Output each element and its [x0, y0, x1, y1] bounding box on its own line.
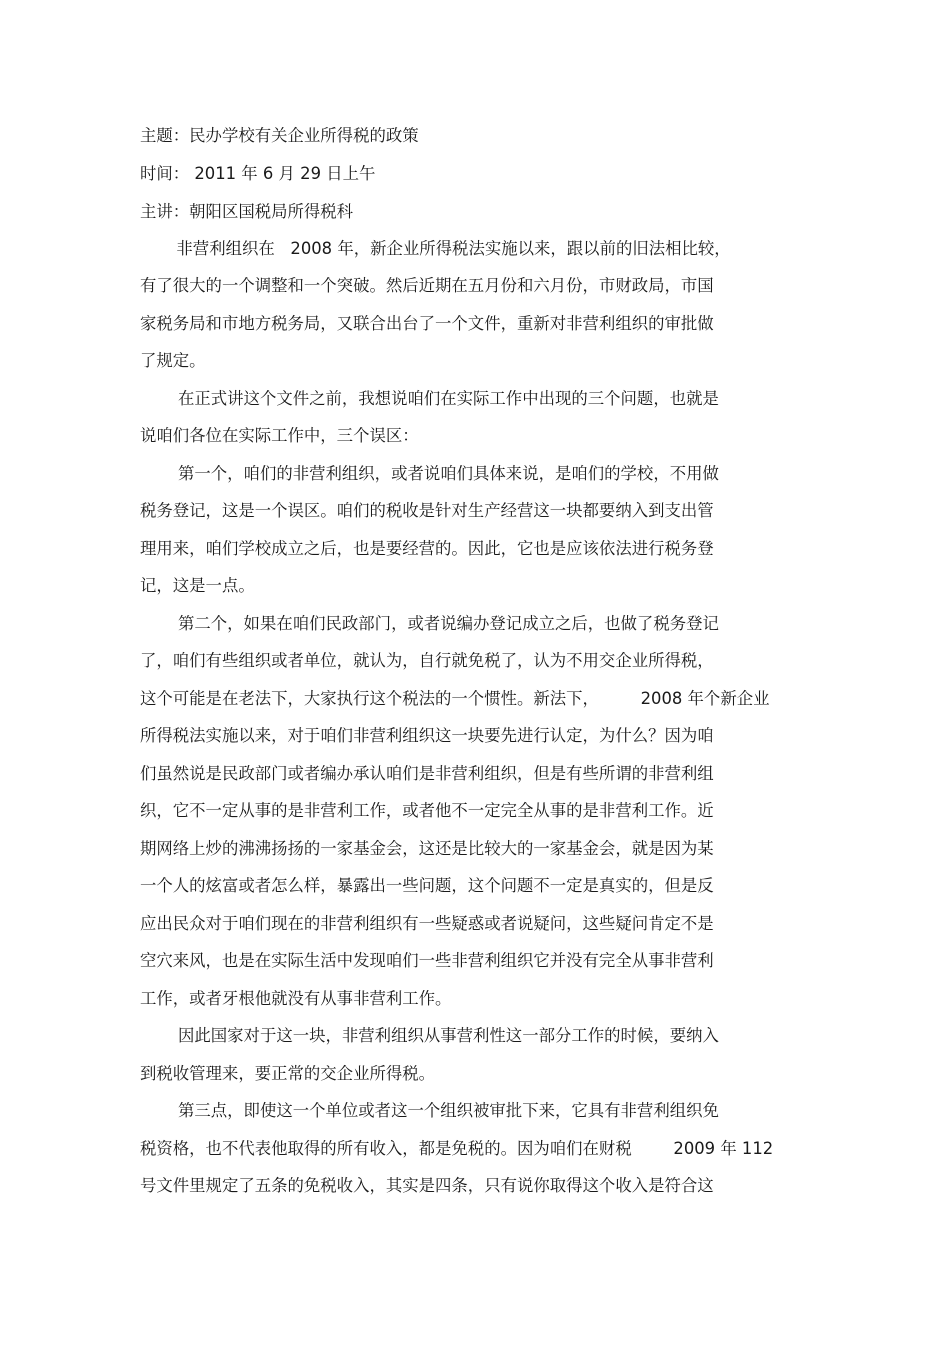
- paragraph-3-line-2: 税务登记，这是一个误区。咱们的税收是针对生产经营这一块都要纳入到支出管: [140, 501, 714, 520]
- subject-line: 主题：民办学校有关企业所得税的政策: [140, 126, 419, 145]
- paragraph-4-line-3: 这个可能是在老法下，大家执行这个税法的一个惯性。新法下， 2008 年个新企业: [140, 689, 770, 708]
- paragraph-2-line-1: 在正式讲这个文件之前，我想说咱们在实际工作中出现的三个问题，也就是: [178, 389, 719, 408]
- paragraph-6-line-1: 第三点，即使这一个单位或者这一个组织被审批下来，它具有非营利组织免: [178, 1101, 719, 1120]
- paragraph-4-line-7: 期网络上炒的沸沸扬扬的一家基金会，这还是比较大的一家基金会，就是因为某: [140, 839, 714, 858]
- paragraph-1-line-4: 了规定。: [140, 351, 206, 370]
- paragraph-6-line-2: 税资格，也不代表他取得的所有收入，都是免税的。因为咱们在财税 2009 年 112: [140, 1139, 774, 1158]
- paragraph-4-line-9: 应出民众对于咱们现在的非营利组织有一些疑惑或者说疑问，这些疑问肯定不是: [140, 914, 714, 933]
- paragraph-4-line-2: 了，咱们有些组织或者单位，就认为，自行就免税了，认为不用交企业所得税，: [140, 651, 714, 670]
- paragraph-4-line-8: 一个人的炫富或者怎么样，暴露出一些问题，这个问题不一定是真实的，但是反: [140, 876, 714, 895]
- paragraph-4-line-6: 织，它不一定从事的是非营利工作，或者他不一定完全从事的是非营利工作。近: [140, 801, 714, 820]
- paragraph-5-line-1: 因此国家对于这一块，非营利组织从事营利性这一部分工作的时候，要纳入: [178, 1026, 719, 1045]
- paragraph-3-line-4: 记，这是一点。: [140, 576, 255, 595]
- paragraph-1-line-2: 有了很大的一个调整和一个突破。然后近期在五月份和六月份，市财政局，市国: [140, 276, 714, 295]
- paragraph-6-line-3: 号文件里规定了五条的免税收入，其实是四条，只有说你取得这个收入是符合这: [140, 1176, 714, 1195]
- paragraph-4-line-1: 第二个，如果在咱们民政部门，或者说编办登记成立之后，也做了税务登记: [178, 614, 719, 633]
- paragraph-4-line-10: 空穴来风，也是在实际生活中发现咱们一些非营利组织它并没有完全从事非营利: [140, 951, 714, 970]
- paragraph-1-line-1: 非营利组织在 2008 年，新企业所得税法实施以来，跟以前的旧法相比较，: [166, 239, 731, 258]
- paragraph-5-line-2: 到税收管理来，要正常的交企业所得税。: [140, 1064, 436, 1083]
- speaker-line: 主讲：朝阳区国税局所得税科: [140, 202, 354, 221]
- paragraph-3-line-3: 理用来，咱们学校成立之后，也是要经营的。因此，它也是应该依法进行税务登: [140, 539, 714, 558]
- paragraph-2-line-2: 说咱们各位在实际工作中，三个误区：: [140, 426, 419, 445]
- paragraph-1-line-3: 家税务局和市地方税务局，又联合出台了一个文件，重新对非营利组织的审批做: [140, 314, 714, 333]
- paragraph-4-line-11: 工作，或者牙根他就没有从事非营利工作。: [140, 989, 452, 1008]
- paragraph-4-line-4: 所得税法实施以来，对于咱们非营利组织这一块要先进行认定，为什么？因为咱: [140, 726, 714, 745]
- paragraph-3-line-1: 第一个，咱们的非营利组织，或者说咱们具体来说，是咱们的学校，不用做: [178, 464, 719, 483]
- time-line: 时间： 2011 年 6 月 29 日上午: [140, 164, 376, 183]
- paragraph-4-line-5: 们虽然说是民政部门或者编办承认咱们是非营利组织，但是有些所谓的非营利组: [140, 764, 714, 783]
